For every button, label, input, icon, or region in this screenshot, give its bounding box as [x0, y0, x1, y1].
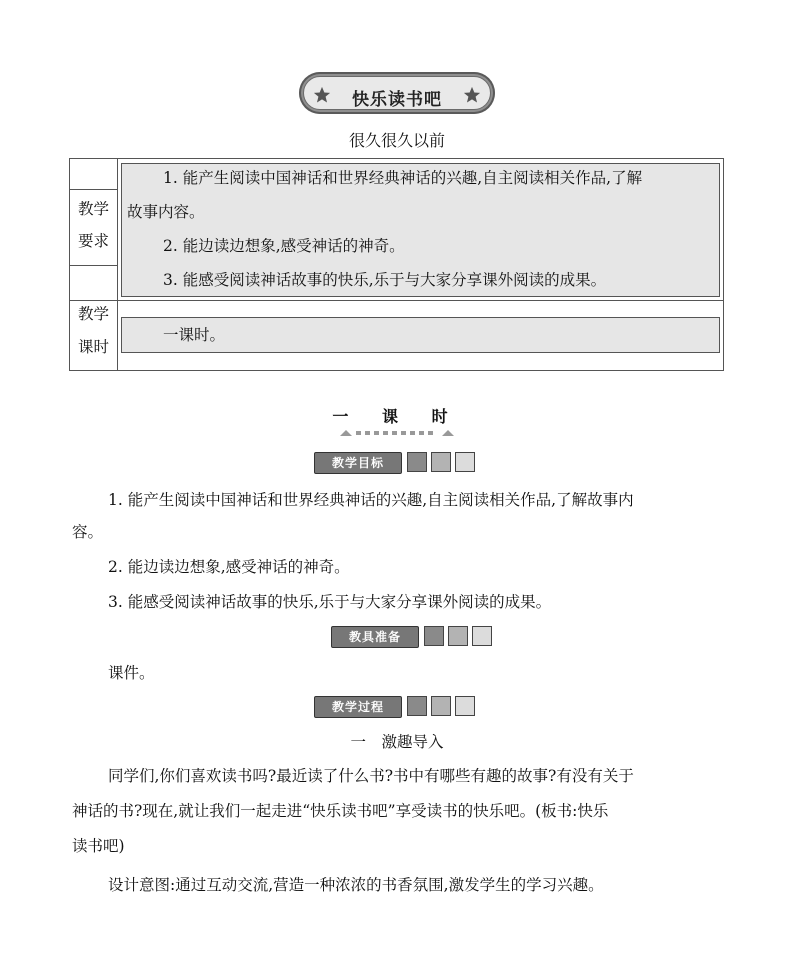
tag-square — [431, 696, 451, 716]
process-line: 神话的书?现在,就让我们一起走进“快乐读书吧”享受读书的快乐吧。(板书:快乐 — [72, 802, 609, 820]
requirements-box — [121, 163, 720, 297]
hours-text: 一课时。 — [163, 326, 226, 344]
section-tag-label: 教学过程 — [314, 696, 402, 718]
requirements-label: 要求 — [77, 232, 109, 250]
tag-square — [472, 626, 492, 646]
requirement-line: 故事内容。 — [127, 203, 205, 221]
step-title: 一 激趣导入 — [350, 733, 444, 751]
process-line: 同学们,你们喜欢读书吗?最近读了什么书?书中有哪些有趣的故事?有没有关于 — [108, 767, 634, 785]
tag-square — [455, 696, 475, 716]
table-row-divider — [70, 300, 723, 301]
title-banner — [299, 72, 495, 114]
hours-label: 教学 — [77, 305, 109, 323]
objective-line: 1. 能产生阅读中国神话和世界经典神话的兴趣,自主阅读相关作品,了解故事内 — [108, 491, 634, 509]
table-vertical-divider — [117, 159, 118, 370]
tag-square — [407, 452, 427, 472]
requirement-line: 2. 能边读边想象,感受神话的神奇。 — [163, 237, 405, 255]
objective-line: 2. 能边读边想象,感受神话的神奇。 — [108, 558, 350, 576]
tag-square — [448, 626, 468, 646]
hours-box — [121, 317, 720, 353]
section-tag-label: 教具准备 — [331, 626, 419, 648]
requirements-label: 教学 — [77, 200, 109, 218]
tag-square — [431, 452, 451, 472]
section-tag-label: 教学目标 — [314, 452, 402, 474]
lesson-subtitle: 很久很久以前 — [348, 131, 445, 150]
tag-square — [407, 696, 427, 716]
objective-line: 3. 能感受阅读神话故事的快乐,乐于与大家分享课外阅读的成果。 — [108, 593, 552, 611]
tag-square — [455, 452, 475, 472]
objective-line: 容。 — [72, 523, 104, 541]
process-line: 读书吧) — [72, 837, 125, 855]
materials-text: 课件。 — [108, 664, 155, 682]
tag-square — [424, 626, 444, 646]
requirement-line: 3. 能感受阅读神话故事的快乐,乐于与大家分享课外阅读的成果。 — [163, 271, 607, 289]
requirements-table — [69, 158, 724, 371]
table-row-divider — [70, 189, 117, 190]
table-row-divider — [70, 265, 117, 266]
star-icon — [463, 86, 481, 104]
hours-label: 课时 — [77, 338, 109, 356]
dotted-divider — [340, 430, 454, 436]
requirement-line: 1. 能产生阅读中国神话和世界经典神话的兴趣,自主阅读相关作品,了解 — [163, 169, 643, 187]
title-banner-inner — [303, 76, 491, 110]
lesson-heading: 一 课 时 — [332, 407, 462, 426]
design-intent: 设计意图:通过互动交流,营造一种浓浓的书香氛围,激发学生的学习兴趣。 — [108, 876, 604, 894]
page-title: 快乐读书吧 — [352, 90, 442, 110]
